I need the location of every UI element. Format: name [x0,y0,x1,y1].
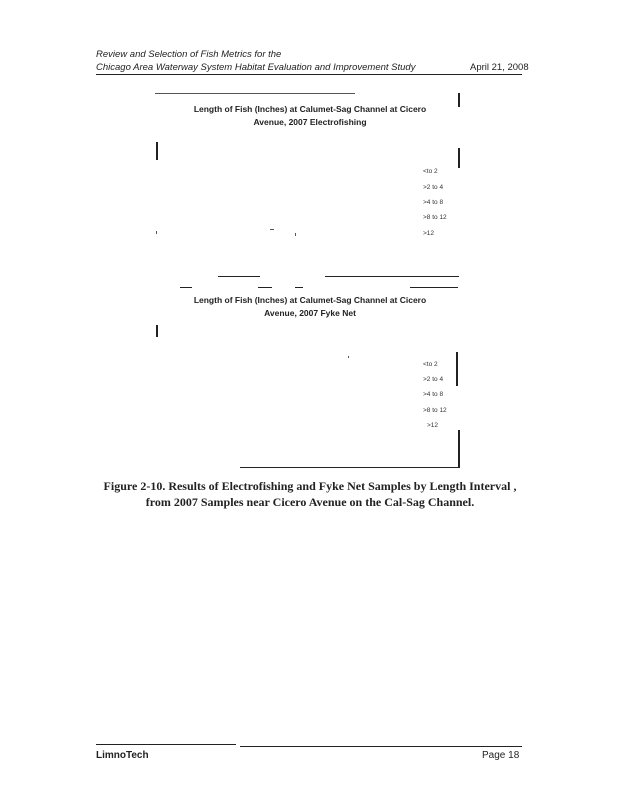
chart-1-right-border-lower [458,148,460,168]
chart-1-bottom-border-d [295,287,303,288]
chart-1-tick-a [156,231,157,234]
header-title-line-2: Chicago Area Waterway System Habitat Evaluation and Improvement Study [96,62,416,73]
chart-1-bottom-border-c [258,287,272,288]
chart-1-legend-item-3: >4 to 8 [423,199,444,206]
chart-1-bottom-border-e [325,276,459,277]
chart-2-left-border [156,325,158,337]
chart-1-legend-item-1: <to 2 [423,168,438,175]
chart-1-legend-item-2: >2 to 4 [423,184,444,191]
chart-2-right-border-lower [458,430,460,468]
footer-rule-right [240,746,522,747]
header-rule [96,74,522,75]
chart-1-legend-item-5: >12 [423,230,435,237]
chart-2-title-line-1: Length of Fish (Inches) at Calumet-Sag Channel at Cicero [193,295,427,305]
chart-2-legend-item-3: >4 to 8 [423,391,444,398]
chart-2-tick [348,356,349,358]
footer-page-number: Page 18 [482,750,520,761]
chart-1-left-border [156,142,158,160]
chart-1-tick-c [295,233,296,236]
chart-2-legend-item-4: >8 to 12 [423,407,447,414]
chart-2-legend-item-1: <to 2 [423,361,438,368]
chart-2-right-border [456,352,458,386]
chart-2-title-line-2: Avenue, 2007 Fyke Net [264,308,356,318]
chart-1-title-line-1: Length of Fish (Inches) at Calumet-Sag Channel at Cicero [193,104,427,114]
footer-company: LimnoTech [96,750,149,761]
chart-1-legend-item-4: >8 to 12 [423,214,447,221]
figure-caption-line-2: from 2007 Samples near Cicero Avenue on the Cal-Sag Channel. [145,495,475,509]
chart-2-legend-item-5: >12 [427,422,439,429]
chart-2-bottom-border [240,467,458,468]
chart-1-title-line-2: Avenue, 2007 Electrofishing [253,117,367,127]
header-date: April 21, 2008 [470,62,529,73]
footer-rule-left [96,744,236,745]
chart-1-tick-b [270,229,274,230]
chart-2-legend-item-2: >2 to 4 [423,376,444,383]
figure-caption-line-1: Figure 2-10. Results of Electrofishing and Fyke Net Samples by Length Interval , [103,479,517,493]
header-title-line-1: Review and Selection of Fish Metrics for the [96,49,282,60]
chart-1-bottom-border-b [218,276,260,277]
chart-1-top-border [155,93,355,94]
chart-1-bottom-border-a [180,287,192,288]
chart-1-bottom-border-f [410,287,458,288]
